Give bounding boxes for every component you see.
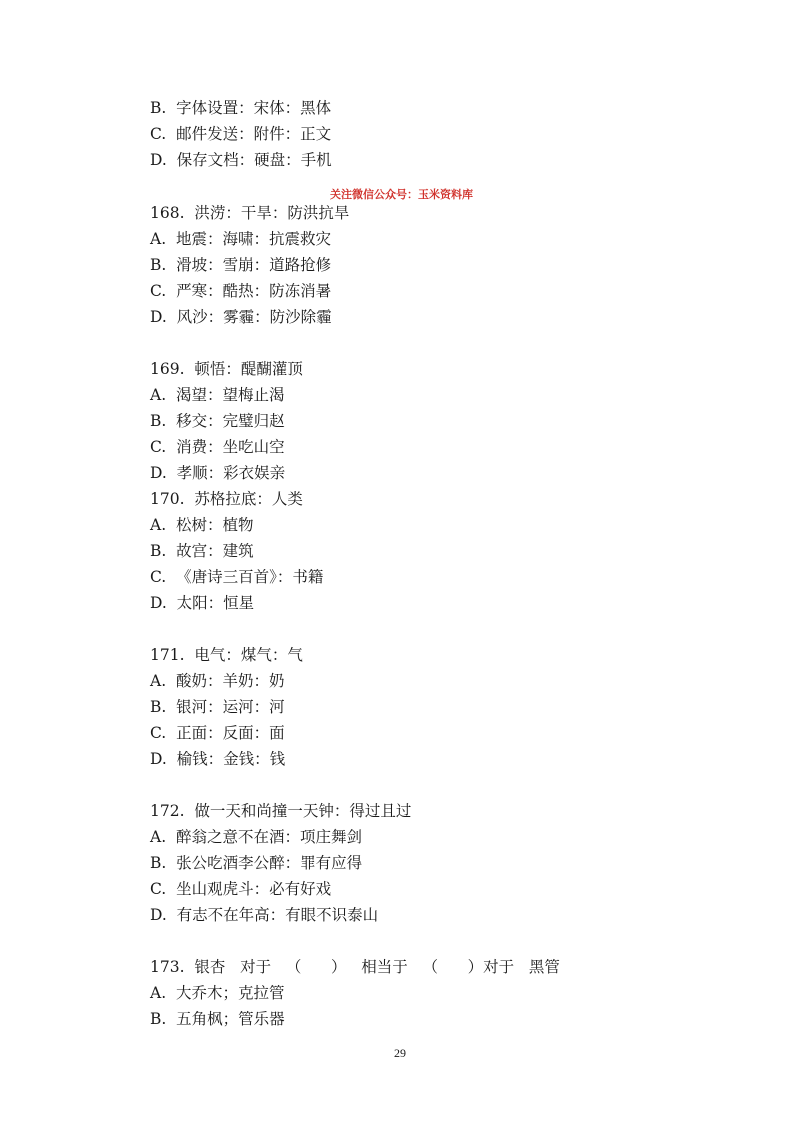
option-line: B. 银河：运河：河 <box>150 698 285 716</box>
option-line: D. 有志不在年高：有眼不识泰山 <box>150 906 379 924</box>
option-line: D. 榆钱：金钱：钱 <box>150 750 286 768</box>
option-line: B. 张公吃酒李公醉：罪有应得 <box>150 854 363 872</box>
question-line: 172. 做一天和尚撞一天钟：得过且过 <box>150 802 412 820</box>
question-line: 173. 银杏 对于 （ ） 相当于 （ ）对于 黑管 <box>150 958 560 976</box>
option-line: B. 移交：完璧归赵 <box>150 412 285 430</box>
option-line: A. 醉翁之意不在酒：项庄舞剑 <box>150 828 362 846</box>
option-line: A. 松树：植物 <box>150 516 254 534</box>
option-line: A. 渴望：望梅止渴 <box>150 386 285 404</box>
question-line: 168. 洪涝：干旱：防洪抗旱 <box>150 204 350 222</box>
option-line: D. 孝顺：彩衣娱亲 <box>150 464 286 482</box>
option-line: D. 风沙：雾霾：防沙除霾 <box>150 308 332 326</box>
option-line: C. 《唐诗三百首》：书籍 <box>150 568 324 586</box>
question-line: 169. 顿悟：醍醐灌顶 <box>150 360 303 378</box>
option-line: A. 地震：海啸：抗震救灾 <box>150 230 331 248</box>
option-line: D. 太阳：恒星 <box>150 594 255 612</box>
option-line: A. 大乔木；克拉管 <box>150 984 285 1002</box>
question-line: 170. 苏格拉底：人类 <box>150 490 303 508</box>
option-line: C. 严寒：酷热：防冻消暑 <box>150 282 332 300</box>
option-line: D. 保存文档：硬盘：手机 <box>150 151 332 169</box>
option-line: C. 消费：坐吃山空 <box>150 438 285 456</box>
option-line: C. 正面：反面：面 <box>150 724 285 742</box>
page-number: 29 <box>394 1046 406 1060</box>
option-line: B. 滑坡：雪崩：道路抢修 <box>150 256 332 274</box>
watermark-text: 关注微信公众号：玉米资料库 <box>330 188 473 201</box>
option-line: C. 坐山观虎斗：必有好戏 <box>150 880 332 898</box>
option-line: B. 故宫：建筑 <box>150 542 254 560</box>
option-line: A. 酸奶：羊奶：奶 <box>150 672 285 690</box>
option-line: B. 字体设置：宋体：黑体 <box>150 99 332 117</box>
option-line: C. 邮件发送：附件：正文 <box>150 125 332 143</box>
option-line: B. 五角枫；管乐器 <box>150 1010 285 1028</box>
question-line: 171. 电气：煤气：气 <box>150 646 303 664</box>
